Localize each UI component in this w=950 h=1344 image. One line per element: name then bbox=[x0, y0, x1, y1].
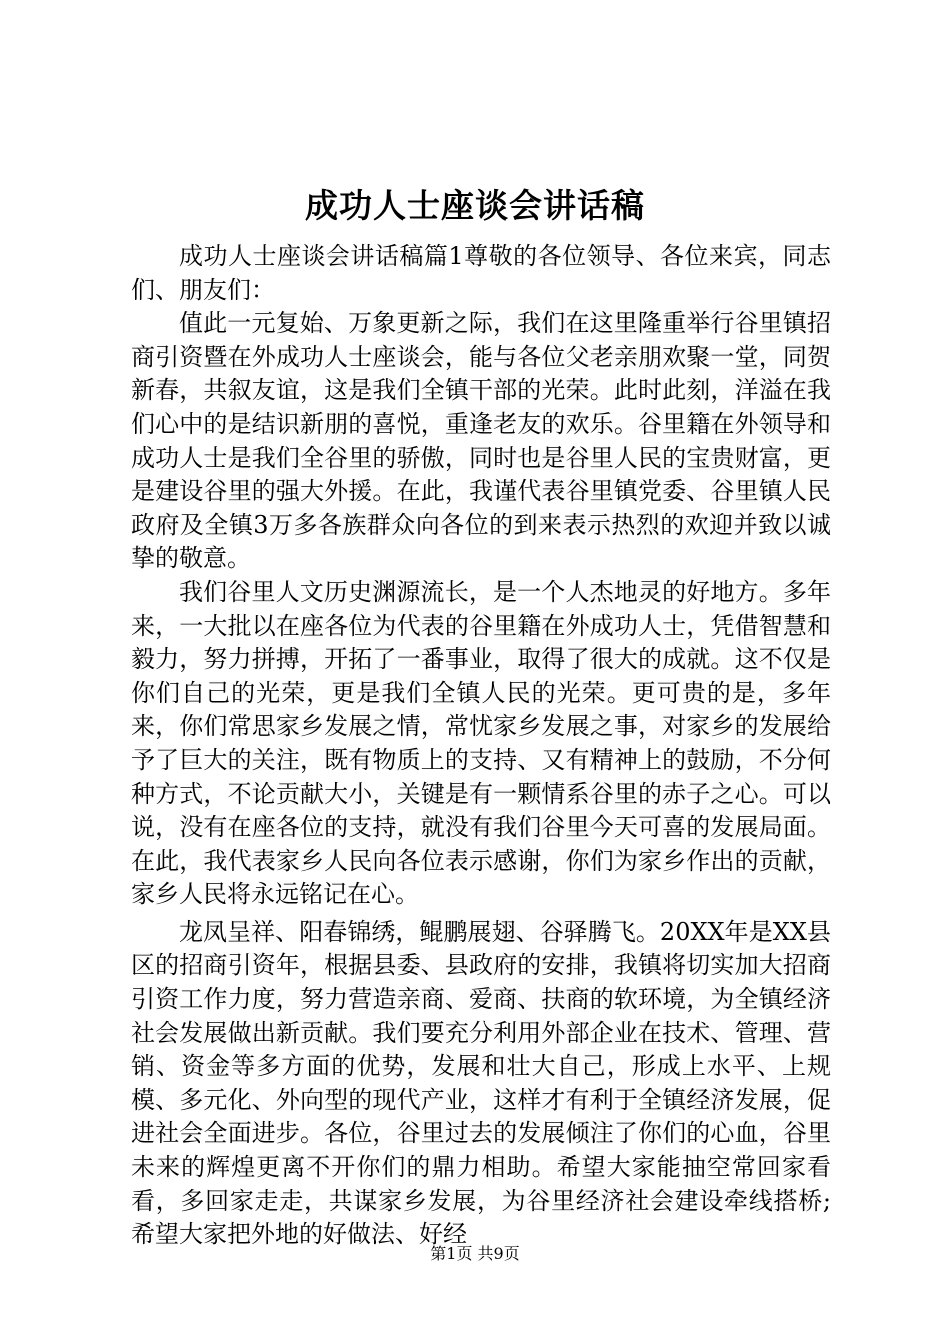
document-body bbox=[131, 240, 831, 1252]
document-title: 成功人士座谈会讲话稿 bbox=[305, 186, 645, 225]
page-footer: 第1页 共9页 bbox=[430, 1244, 520, 1263]
paragraph-2: 值此一元复始、万象更新之际，我们在这里隆重举行谷里镇招商引资暨在外成功人士座谈会，能与各位父老亲朋欢聚一堂，同贺新春，共叙友谊，这是我们全镇干部的光荣。此时此刻，洋溢在我们心中的是结识新朋的喜悦，重逢老友的欢乐。谷里籍在外领导和成功人士是我们全谷里的骄傲，同时也是谷里人民的宝贵财富，更是建设谷里的强大外援。在此，我谨代表谷里镇党委、谷里镇人民政府及全镇3万多各族群众向各位的到来表示热烈的欢迎并致以诚挚的敬意。 bbox=[131, 309, 831, 573]
paragraph-4: 龙凤呈祥、阳春锦绣，鲲鹏展翅、谷驿腾飞。20XX年是XX县区的招商引资年，根据县委、县政府的安排，我镇将切实加大招商引资工作力度，努力营造亲商、爱商、扶商的软环境，为全镇经济社会发展做出新贡献。我们要充分利用外部企业在技术、管理、营销、资金等多方面的优势，发展和壮大自己，形成上水平、上规模、多元化、外向型的现代产业，这样才有利于全镇经济发展，促进社会全面进步。各位，谷里过去的发展倾注了你们的心血，谷里未来的辉煌更离不开你们的鼎力相助。希望大家能抽空常回家看看，多回家走走，共谋家乡发展，为谷里经济社会建设牵线搭桥;希望大家把外地的好做法、好经 bbox=[131, 917, 831, 1249]
paragraph-1: 成功人士座谈会讲话稿篇1尊敬的各位领导、各位来宾，同志们、朋友们： bbox=[131, 242, 831, 304]
paragraph-3: 我们谷里人文历史渊源流长，是一个人杰地灵的好地方。多年来，一大批以在座各位为代表的谷里籍在外成功人士，凭借智慧和毅力，努力拼搏，开拓了一番事业，取得了很大的成就。这不仅是你们自己的光荣，更是我们全镇人民的光荣。更可贵的是，多年来，你们常思家乡发展之情，常忧家乡发展之事，对家乡的发展给予了巨大的关注，既有物质上的支持、又有精神上的鼓励，不分何种方式，不论贡献大小，关键是有一颗情系谷里的赤子之心。可以说，没有在座各位的支持，就没有我们谷里今天可喜的发展局面。在此，我代表家乡人民向各位表示感谢，你们为家乡作出的贡献，家乡人民将永远铭记在心。 bbox=[131, 577, 831, 909]
